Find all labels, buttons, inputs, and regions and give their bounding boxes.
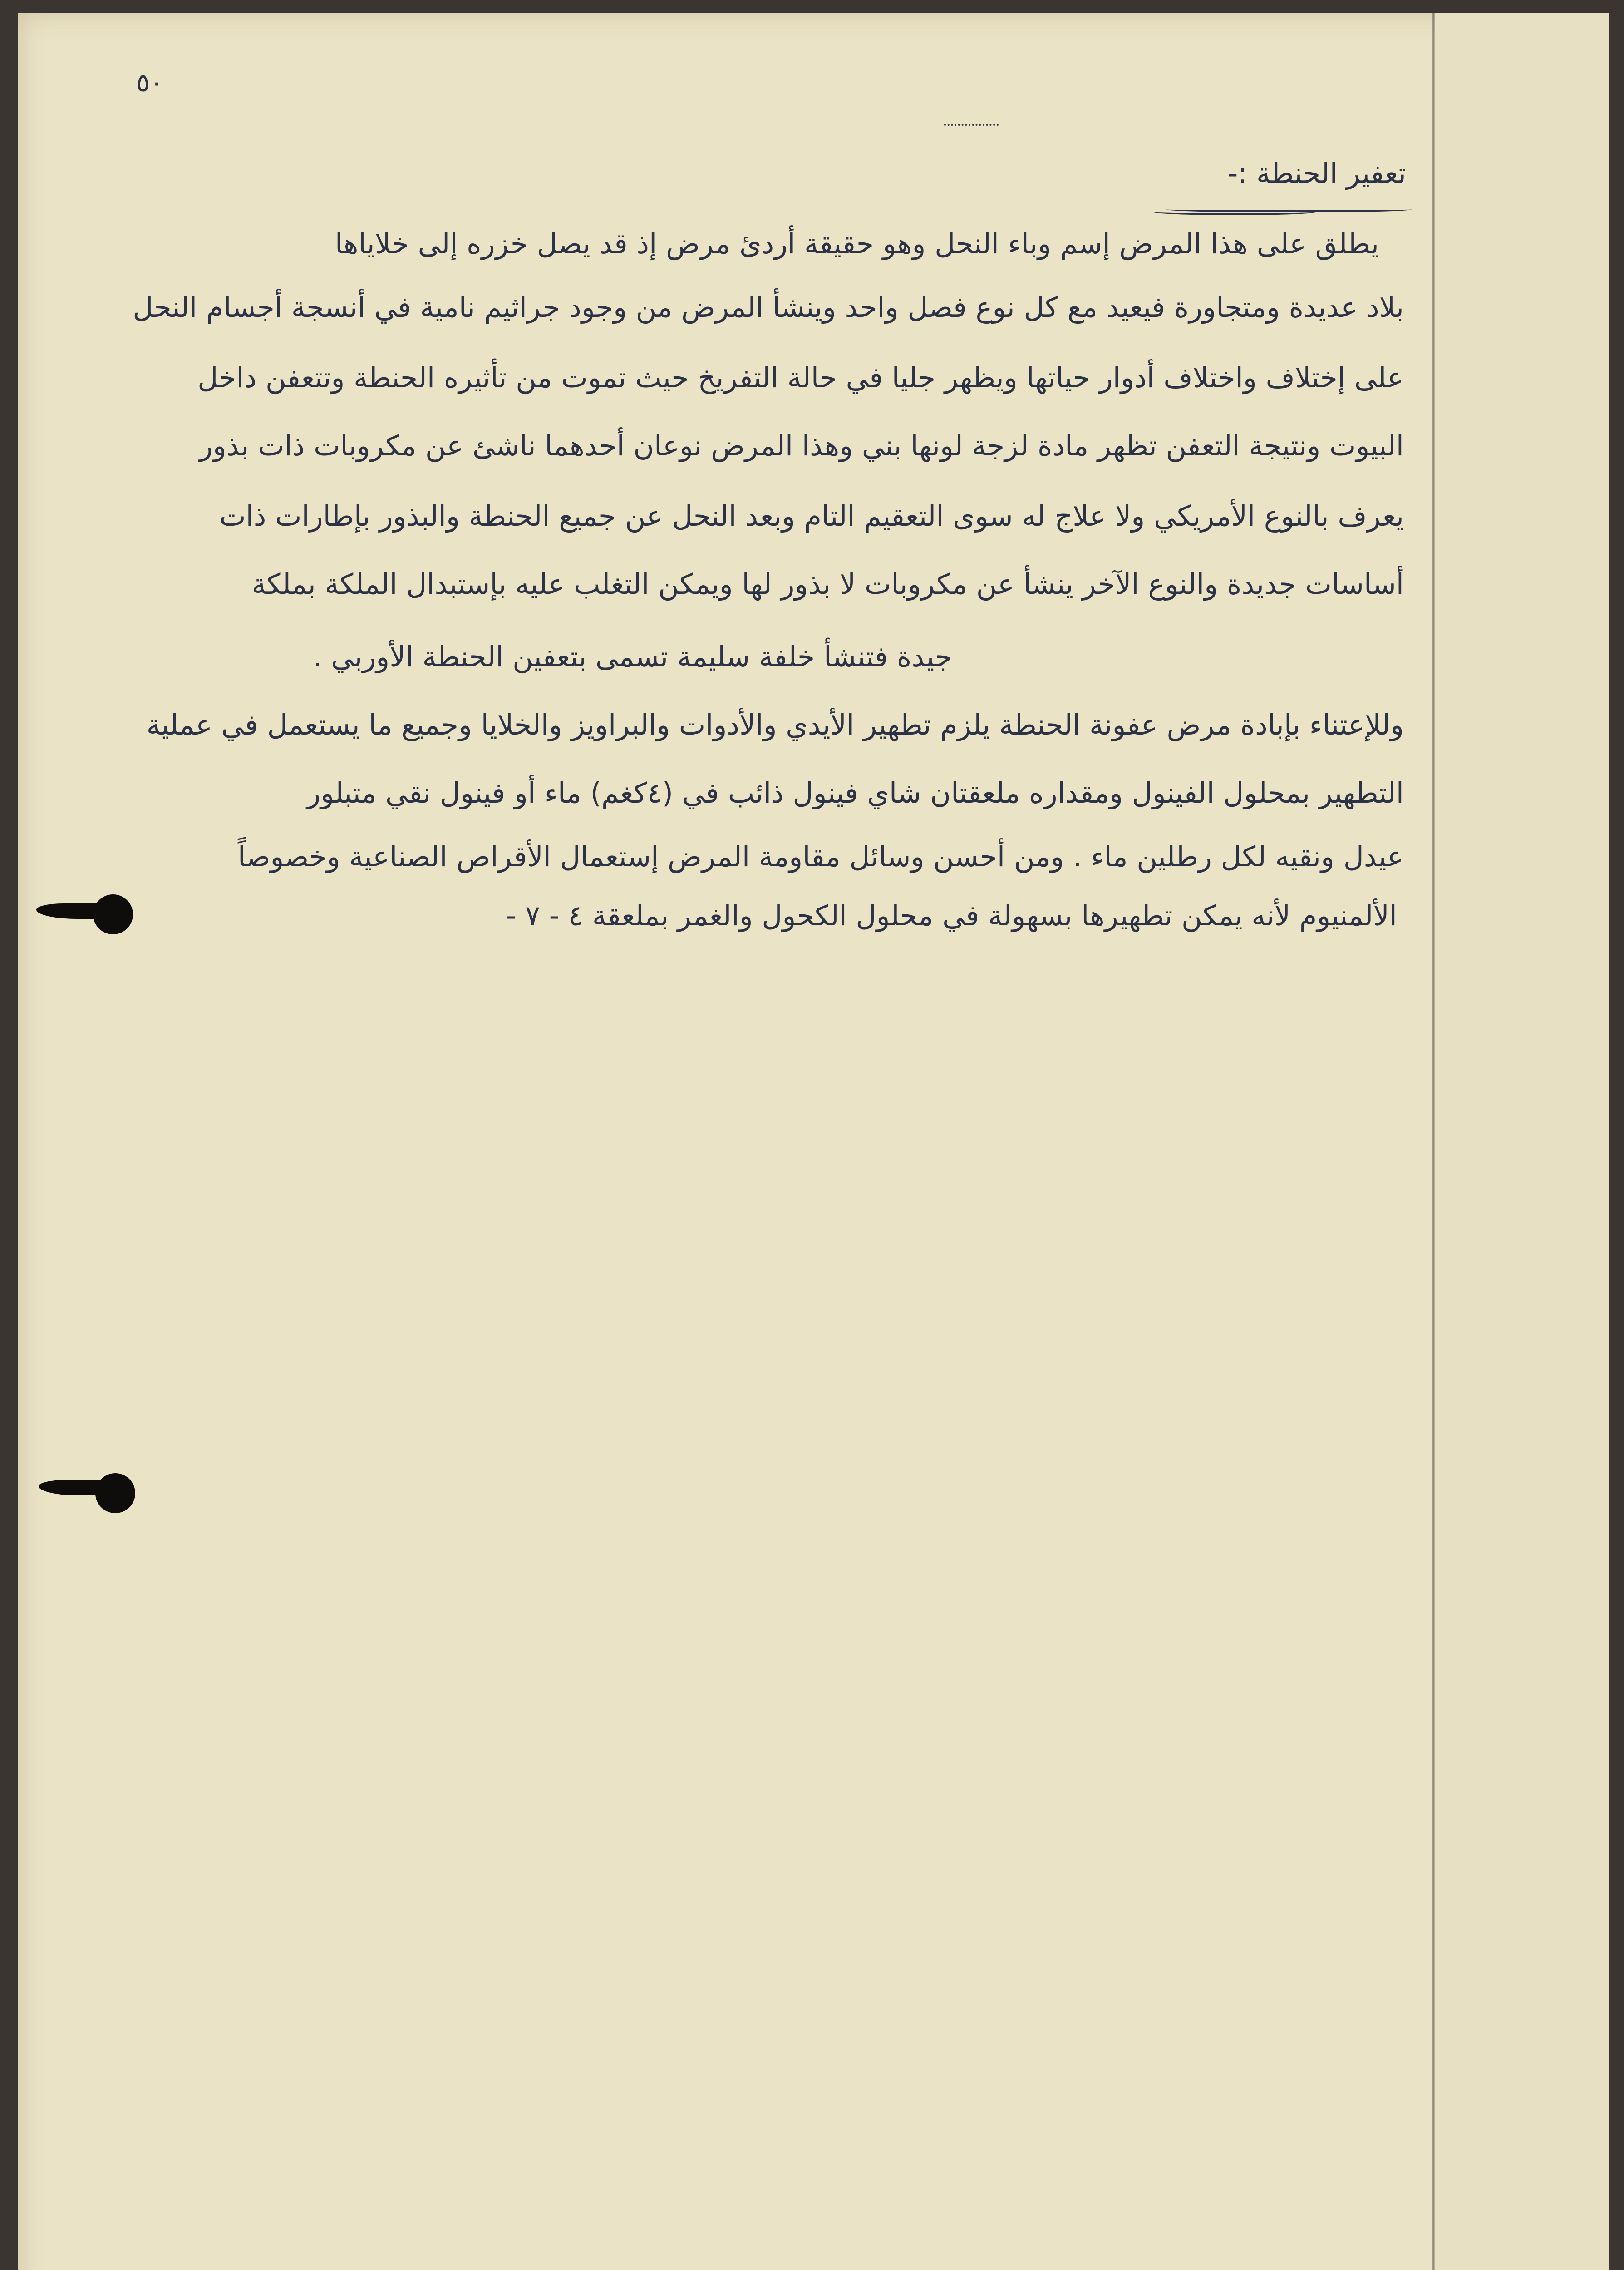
heading: تعفير الحنطة :- — [1227, 157, 1406, 190]
text-line: جيدة فتنشأ خلفة سليمة تسمى بتعفين الحنطة الأوربي . — [313, 640, 952, 673]
text-line: على إختلاف واختلاف أدوار حياتها ويظهر جليا في حالة التفريخ حيث تموت من تأثيره الحنطة وتتعفن داخل — [197, 361, 1404, 394]
text-line: يعرف بالنوع الأمريكي ولا علاج له سوى التعقيم التام وبعد النحل عن جميع الحنطة والبذور بإطارات ذات — [219, 499, 1404, 533]
punch-hole — [93, 894, 133, 934]
text-line: التطهير بمحلول الفينول ومقداره ملعقتان شاي فينول ذائب في (٤كغم) ماء أو فينول نقي متبلور — [307, 776, 1404, 809]
text-line: عيدل ونقيه لكل رطلين ماء . ومن أحسن وسائل مقاومة المرض إستعمال الأقراص الصناعية وخصوصاً — [237, 840, 1404, 873]
document-page — [18, 13, 1609, 2270]
text-line: بلاد عديدة ومتجاورة فيعيد مع كل نوع فصل واحد وينشأ المرض من وجود جراثيم نامية في أنسجة أجسام النحل — [133, 291, 1404, 324]
page-margin-strip — [1435, 13, 1609, 2270]
punch-hole — [95, 1473, 135, 1513]
text-line: البيوت ونتيجة التعفن تظهر مادة لزجة لونها بني وهذا المرض نوعان أحدهما ناشئ عن مكروبات ذات بذور — [199, 429, 1404, 462]
text-line: يطلق على هذا المرض إسم وباء النحل وهو حقيقة أردئ مرض إذ قد يصل خزره إلى خلاياها — [335, 227, 1379, 260]
heading-underline-second — [1153, 209, 1316, 215]
page-number: ٥٠ — [136, 68, 164, 98]
text-line: الألمنيوم لأنه يمكن تطهيرها بسهولة في محلول الكحول والغمر بملعقة ٤ - ٧ - — [506, 899, 1397, 932]
ink-mark — [944, 120, 999, 126]
text-line: وللإعتناء بإبادة مرض عفونة الحنطة يلزم تطهير الأيدي والأدوات والبراويز والخلايا وجميع ما يستعمل في عملية — [146, 708, 1404, 741]
text-line: أساسات جديدة والنوع الآخر ينشأ عن مكروبات لا بذور لها ويمكن التغلب عليه بإستبدال الملكة بملكة — [251, 568, 1404, 601]
fold-line — [1432, 13, 1435, 2270]
